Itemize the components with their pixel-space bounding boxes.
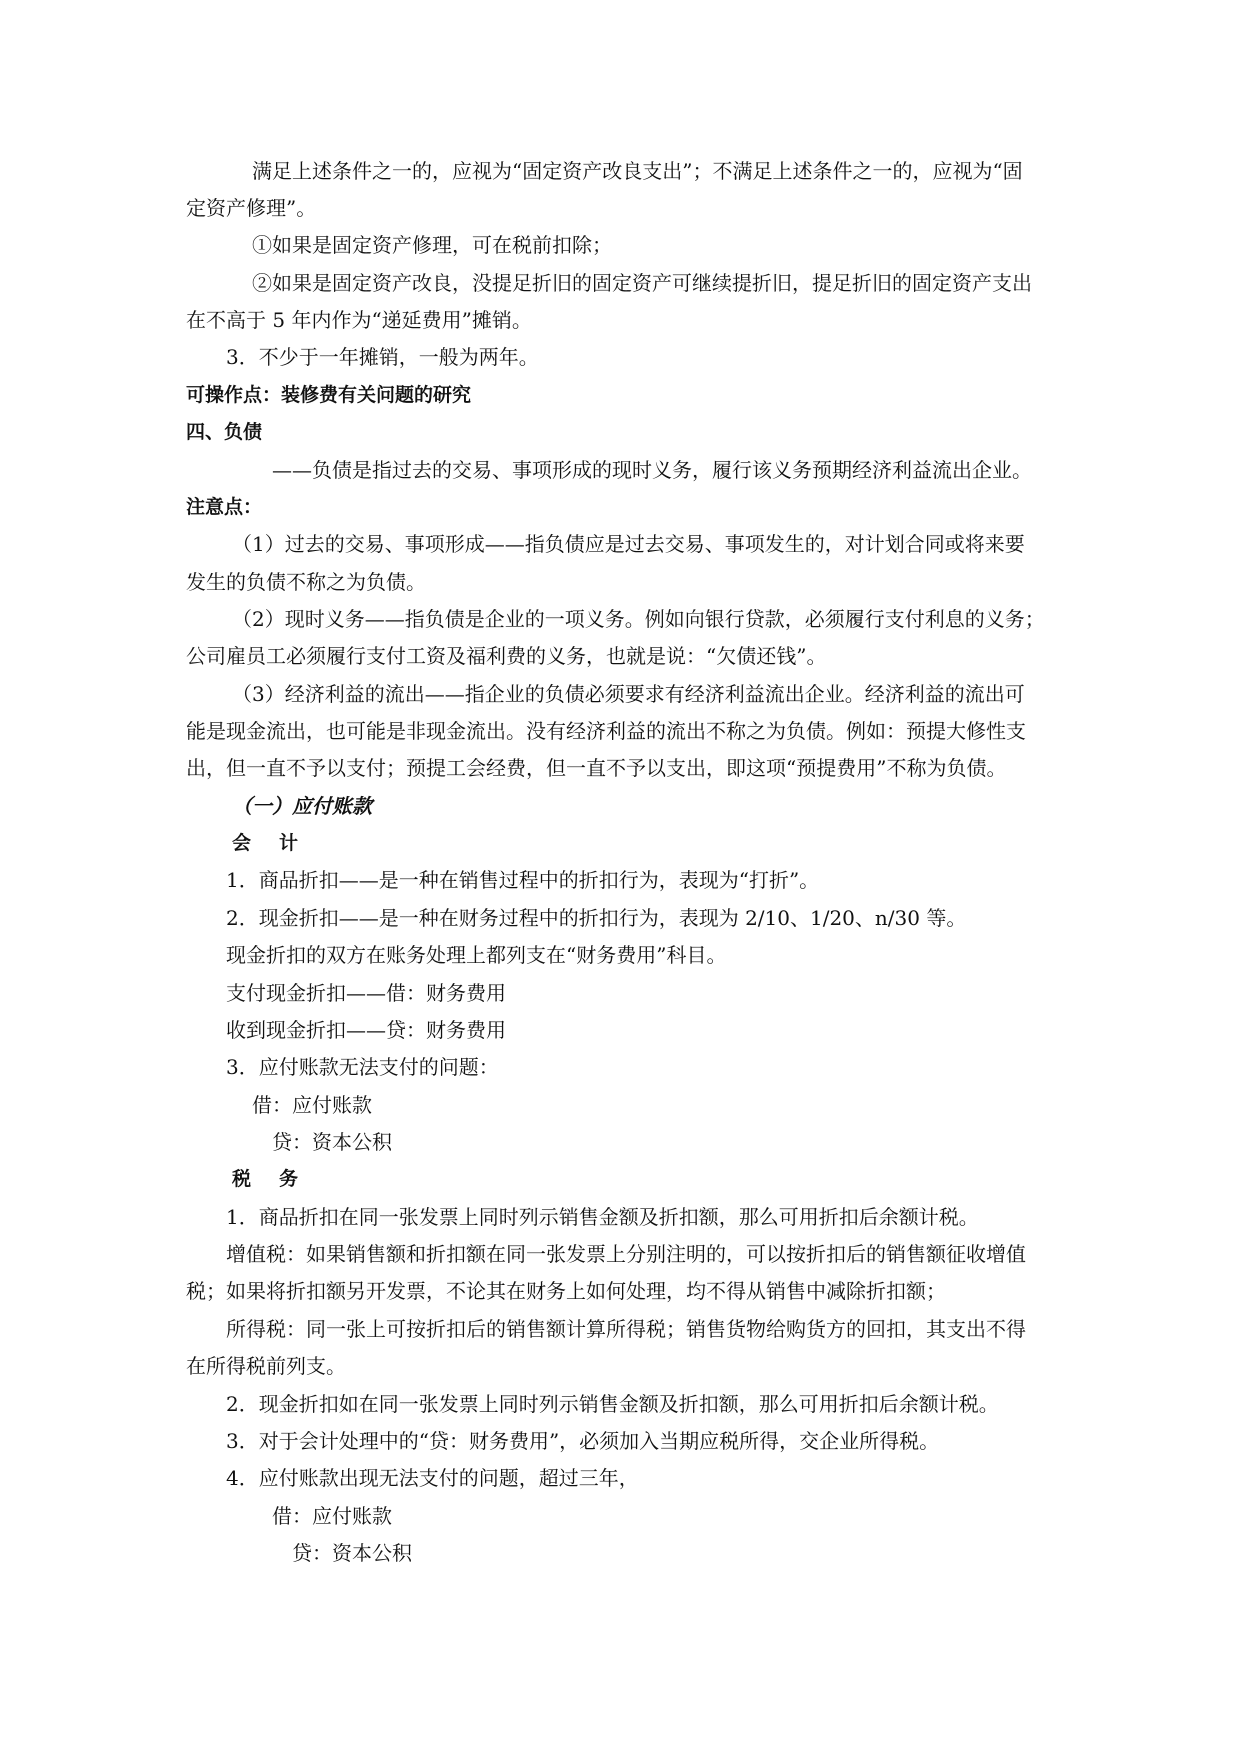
paragraph-line: 税；如果将折扣额另开发票，不论其在财务上如何处理，均不得从销售中减除折扣额； [186, 1279, 946, 1303]
paragraph-line: 支付现金折扣——借：财务费用 [226, 981, 506, 1005]
paragraph-line: 满足上述条件之一的，应视为“固定资产改良支出”；不满足上述条件之一的，应视为“固 [252, 159, 1023, 183]
journal-entry-debit: 借：应付账款 [272, 1504, 392, 1528]
journal-entry-debit: 借：应付账款 [252, 1093, 372, 1117]
definition-line: ——负债是指过去的交易、事项形成的现时义务，履行该义务预期经济利益流出企业。 [272, 458, 1032, 482]
paragraph-line: 定资产修理”。 [186, 196, 317, 220]
paragraph-line: 公司雇员工必须履行支付工资及福利费的义务，也就是说：“欠债还钱”。 [186, 644, 827, 668]
journal-entry-credit: 贷：资本公积 [272, 1130, 392, 1154]
heading-tax: 税务 [232, 1168, 327, 1190]
paragraph-line: 收到现金折扣——贷：财务费用 [226, 1018, 506, 1042]
paragraph-line: （1）过去的交易、事项形成——指负债应是过去交易、事项发生的，对计划合同或将来要 [232, 532, 1025, 556]
paragraph-line: 所得税：同一张上可按折扣后的销售额计算所得税；销售货物给购货方的回扣，其支出不得 [226, 1317, 1026, 1341]
list-item: 3．对于会计处理中的“贷：财务费用”，必须加入当期应税所得，交企业所得税。 [226, 1429, 940, 1453]
heading-accounting: 会计 [232, 832, 327, 854]
list-item: 2．现金折扣如在同一张发票上同时列示销售金额及折扣额，那么可用折扣后余额计税。 [226, 1392, 999, 1416]
heading-operable-point: 可操作点：装修费有关问题的研究 [186, 384, 472, 406]
paragraph-line: 出，但一直不予以支付；预提工会经费，但一直不予以支出，即这项“预提费用”不称为负债。 [186, 756, 1007, 780]
paragraph-line: （3）经济利益的流出——指企业的负债必须要求有经济利益流出企业。经济利益的流出可 [232, 682, 1025, 706]
paragraph-line: 在不高于 5 年内作为“递延费用”摊销。 [186, 308, 532, 332]
paragraph-line: 发生的负债不称之为负债。 [186, 570, 426, 594]
list-item: 1．商品折扣——是一种在销售过程中的折扣行为，表现为“打折”。 [226, 868, 820, 892]
journal-entry-credit: 贷：资本公积 [292, 1541, 412, 1565]
paragraph-line: 现金折扣的双方在账务处理上都列支在“财务费用”科目。 [226, 943, 727, 967]
paragraph-line: 在所得税前列支。 [186, 1354, 346, 1378]
paragraph-line: ②如果是固定资产改良，没提足折旧的固定资产可继续提折旧，提足折旧的固定资产支出 [252, 271, 1032, 295]
paragraph-line: 3．不少于一年摊销，一般为两年。 [226, 345, 539, 369]
list-item: 4．应付账款出现无法支付的问题，超过三年， [226, 1466, 639, 1490]
list-item: 3．应付账款无法支付的问题： [226, 1055, 499, 1079]
list-item: 1．商品折扣在同一张发票上同时列示销售金额及折扣额，那么可用折扣后余额计税。 [226, 1205, 979, 1229]
list-item: 2．现金折扣——是一种在财务过程中的折扣行为，表现为 2/10、1/20、n/30 等。 [226, 906, 967, 930]
paragraph-line: 能是现金流出，也可能是非现金流出。没有经济利益的流出不称之为负债。例如：预提大修性支 [186, 719, 1026, 743]
heading-section-4: 四、负债 [186, 421, 263, 443]
paragraph-line: （2）现时义务——指负债是企业的一项义务。例如向银行贷款，必须履行支付利息的义务； [232, 607, 1045, 631]
paragraph-line: ①如果是固定资产修理，可在税前扣除； [252, 233, 612, 257]
heading-notes: 注意点： [186, 496, 263, 518]
paragraph-line: 增值税：如果销售额和折扣额在同一张发票上分别注明的，可以按折扣后的销售额征收增值 [226, 1242, 1026, 1266]
heading-accounts-payable: （一）应付账款 [232, 794, 372, 818]
